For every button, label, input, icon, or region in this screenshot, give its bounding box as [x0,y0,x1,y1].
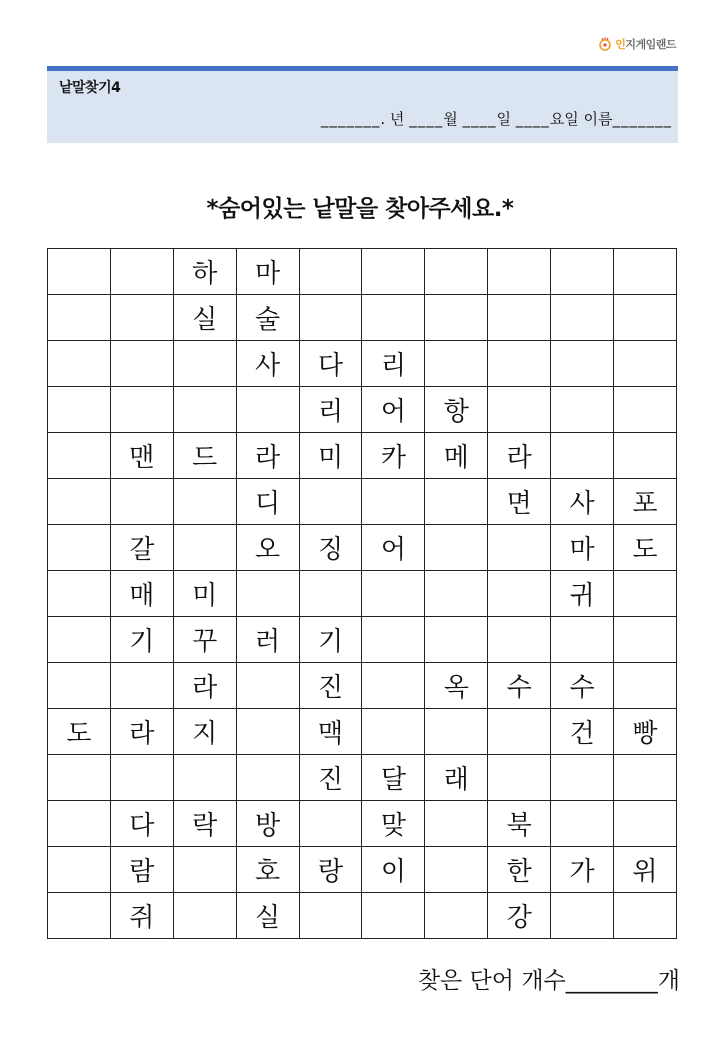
grid-cell[interactable]: 포 [614,479,677,525]
answer-count [418,962,680,995]
grid-row [48,387,677,433]
grid-row [48,525,677,571]
grid-row [48,295,677,341]
month-blank: ____ [409,110,444,128]
grid-row [48,709,677,755]
grid-cell[interactable] [236,387,299,433]
grid-cell[interactable] [488,249,551,295]
grid-cell[interactable] [551,387,614,433]
grid-cell[interactable] [236,755,299,801]
grid-cell[interactable] [551,801,614,847]
grid-cell[interactable]: 징 [299,525,362,571]
grid-cell[interactable]: 맨 [110,433,173,479]
grid-cell[interactable]: 면 [488,479,551,525]
grid-cell[interactable]: 마 [236,249,299,295]
grid-cell[interactable]: 라 [236,433,299,479]
grid-cell[interactable]: 도 [614,525,677,571]
grid-row [48,617,677,663]
grid-cell[interactable]: 호 [236,847,299,893]
grid-cell[interactable] [299,295,362,341]
grid-cell[interactable] [614,755,677,801]
weekday-label: 요일 [549,110,579,128]
grid-cell[interactable]: 람 [110,847,173,893]
grid-row [48,663,677,709]
grid-cell[interactable] [425,617,488,663]
grid-cell[interactable] [48,249,111,295]
grid-row [48,571,677,617]
grid-cell[interactable]: 진 [299,755,362,801]
grid-cell[interactable] [236,663,299,709]
grid-cell[interactable]: 미 [299,433,362,479]
grid-cell[interactable] [299,571,362,617]
grid-cell[interactable]: 가 [551,847,614,893]
grid-cell[interactable]: 이 [362,847,425,893]
grid-cell[interactable] [173,893,236,939]
date-name-form [321,108,672,129]
grid-row [48,755,677,801]
grid-cell[interactable] [362,663,425,709]
logo-text: 인지게임랜드 [615,38,676,51]
grid-cell[interactable] [48,755,111,801]
grid-cell[interactable] [48,479,111,525]
grid-cell[interactable] [551,249,614,295]
grid-cell[interactable] [110,387,173,433]
grid-cell[interactable] [173,525,236,571]
grid-cell[interactable]: 라 [110,709,173,755]
grid-cell[interactable] [48,525,111,571]
grid-cell[interactable] [48,663,111,709]
answer-count-blank: ________ [565,968,658,994]
grid-cell[interactable] [614,617,677,663]
grid-cell[interactable] [173,847,236,893]
word-search-grid [47,248,677,939]
grid-cell[interactable]: 리 [299,387,362,433]
grid-cell[interactable]: 다 [299,341,362,387]
grid-cell[interactable] [614,295,677,341]
grid-cell[interactable]: 수 [551,663,614,709]
grid-row [48,893,677,939]
grid-cell[interactable] [425,893,488,939]
grid-cell[interactable] [425,571,488,617]
instruction-text: *숨어있는 낱말을 찾아주세요.* [206,196,514,222]
grid-cell[interactable] [488,525,551,571]
year-label: . 년 [380,110,405,128]
grid-cell[interactable]: 건 [551,709,614,755]
grid-cell[interactable] [614,341,677,387]
grid-cell[interactable]: 라 [488,433,551,479]
grid-cell[interactable] [551,617,614,663]
grid-cell[interactable] [110,755,173,801]
grid-cell[interactable] [614,801,677,847]
grid-cell[interactable] [362,617,425,663]
grid-cell[interactable]: 맥 [299,709,362,755]
grid-cell[interactable]: 지 [173,709,236,755]
grid-cell[interactable]: 꾸 [173,617,236,663]
grid-cell[interactable] [362,479,425,525]
grid-cell[interactable] [173,341,236,387]
grid-cell[interactable]: 락 [173,801,236,847]
name-blank: _______ [612,110,672,128]
grid-row [48,341,677,387]
grid-cell[interactable]: 디 [236,479,299,525]
grid-cell[interactable] [48,893,111,939]
grid-cell[interactable] [173,755,236,801]
grid-cell[interactable]: 메 [425,433,488,479]
grid-cell[interactable]: 드 [173,433,236,479]
worksheet-header [47,66,678,143]
day-label: 일 [496,110,511,128]
grid-cell[interactable]: 귀 [551,571,614,617]
grid-cell[interactable]: 도 [48,709,111,755]
grid-cell[interactable] [173,387,236,433]
grid-cell[interactable] [425,479,488,525]
grid-cell[interactable] [362,295,425,341]
grid-cell[interactable] [110,249,173,295]
grid-cell[interactable] [299,479,362,525]
grid-cell[interactable] [488,709,551,755]
grid-cell[interactable] [425,709,488,755]
grid-cell[interactable] [362,709,425,755]
grid-cell[interactable] [551,755,614,801]
grid-cell[interactable]: 옥 [425,663,488,709]
grid-cell[interactable] [425,801,488,847]
grid-cell[interactable]: 항 [425,387,488,433]
grid-cell[interactable]: 마 [551,525,614,571]
grid-row [48,433,677,479]
grid-cell[interactable]: 수 [488,663,551,709]
grid-cell[interactable]: 빵 [614,709,677,755]
grid-cell[interactable]: 한 [488,847,551,893]
grid-cell[interactable] [362,571,425,617]
worksheet-title: 낱말찾기4 [59,80,121,96]
grid-cell[interactable] [173,479,236,525]
grid-cell[interactable]: 래 [425,755,488,801]
grid-cell[interactable] [488,387,551,433]
grid-cell[interactable] [614,571,677,617]
grid-cell[interactable] [551,893,614,939]
answer-count-unit: 개 [657,968,680,994]
grid-cell[interactable] [48,387,111,433]
grid-cell[interactable] [48,295,111,341]
grid-cell[interactable] [551,295,614,341]
grid-row [48,479,677,525]
grid-cell[interactable]: 사 [236,341,299,387]
grid-row [48,847,677,893]
grid-cell[interactable] [425,847,488,893]
grid-cell[interactable]: 러 [236,617,299,663]
grid-cell[interactable] [614,433,677,479]
grid-cell[interactable] [48,801,111,847]
grid-cell[interactable] [488,755,551,801]
grid-cell[interactable]: 어 [362,525,425,571]
grid-cell[interactable] [425,341,488,387]
grid-cell[interactable] [362,893,425,939]
grid-cell[interactable]: 진 [299,663,362,709]
grid-row [48,801,677,847]
grid-cell[interactable] [48,847,111,893]
grid-cell[interactable] [488,617,551,663]
grid-cell[interactable] [299,893,362,939]
grid-cell[interactable] [488,341,551,387]
grid-cell[interactable]: 위 [614,847,677,893]
grid-cell[interactable]: 카 [362,433,425,479]
grid-cell[interactable] [236,571,299,617]
grid-cell[interactable]: 다 [110,801,173,847]
grid-cell[interactable] [48,341,111,387]
grid-cell[interactable]: 실 [173,295,236,341]
year-blank: _______ [320,110,381,128]
grid-cell[interactable] [299,249,362,295]
grid-cell[interactable]: 리 [362,341,425,387]
month-label: 월 [443,110,458,128]
grid-cell[interactable]: 쥐 [110,893,173,939]
grid-cell[interactable]: 방 [236,801,299,847]
grid-cell[interactable]: 매 [110,571,173,617]
grid-cell[interactable] [110,663,173,709]
grid-cell[interactable] [48,571,111,617]
grid-cell[interactable]: 실 [236,893,299,939]
grid-cell[interactable]: 오 [236,525,299,571]
grid-cell[interactable] [488,295,551,341]
grid-cell[interactable] [362,249,425,295]
grid-cell[interactable]: 술 [236,295,299,341]
grid-cell[interactable]: 미 [173,571,236,617]
grid-row [48,249,677,295]
weekday-blank: ____ [515,110,550,128]
grid-cell[interactable] [614,663,677,709]
grid-cell[interactable] [48,617,111,663]
grid-cell[interactable]: 라 [173,663,236,709]
logo-icon [598,37,612,51]
grid-cell[interactable] [488,571,551,617]
grid-cell[interactable] [614,249,677,295]
grid-cell[interactable]: 기 [299,617,362,663]
answer-count-label: 찾은 단어 개수 [417,968,566,994]
grid-cell[interactable] [110,341,173,387]
grid-cell[interactable] [110,479,173,525]
grid-cell[interactable] [425,249,488,295]
grid-cell[interactable]: 갈 [110,525,173,571]
grid-cell[interactable]: 사 [551,479,614,525]
grid-cell[interactable] [236,709,299,755]
grid-cell[interactable]: 어 [362,387,425,433]
grid-cell[interactable] [551,341,614,387]
name-label: 이름 [583,110,613,128]
grid-cell[interactable]: 맞 [362,801,425,847]
grid-cell[interactable] [614,893,677,939]
grid-cell[interactable]: 북 [488,801,551,847]
grid-cell[interactable] [551,433,614,479]
grid-cell[interactable]: 달 [362,755,425,801]
day-blank: ____ [462,110,497,128]
grid-cell[interactable] [425,525,488,571]
grid-cell[interactable] [425,295,488,341]
grid-cell[interactable] [299,801,362,847]
grid-cell[interactable]: 기 [110,617,173,663]
grid-cell[interactable]: 하 [173,249,236,295]
brand-logo [598,36,676,52]
grid-cell[interactable] [48,433,111,479]
grid-cell[interactable] [110,295,173,341]
grid-cell[interactable]: 랑 [299,847,362,893]
grid-cell[interactable]: 강 [488,893,551,939]
grid-cell[interactable] [614,387,677,433]
